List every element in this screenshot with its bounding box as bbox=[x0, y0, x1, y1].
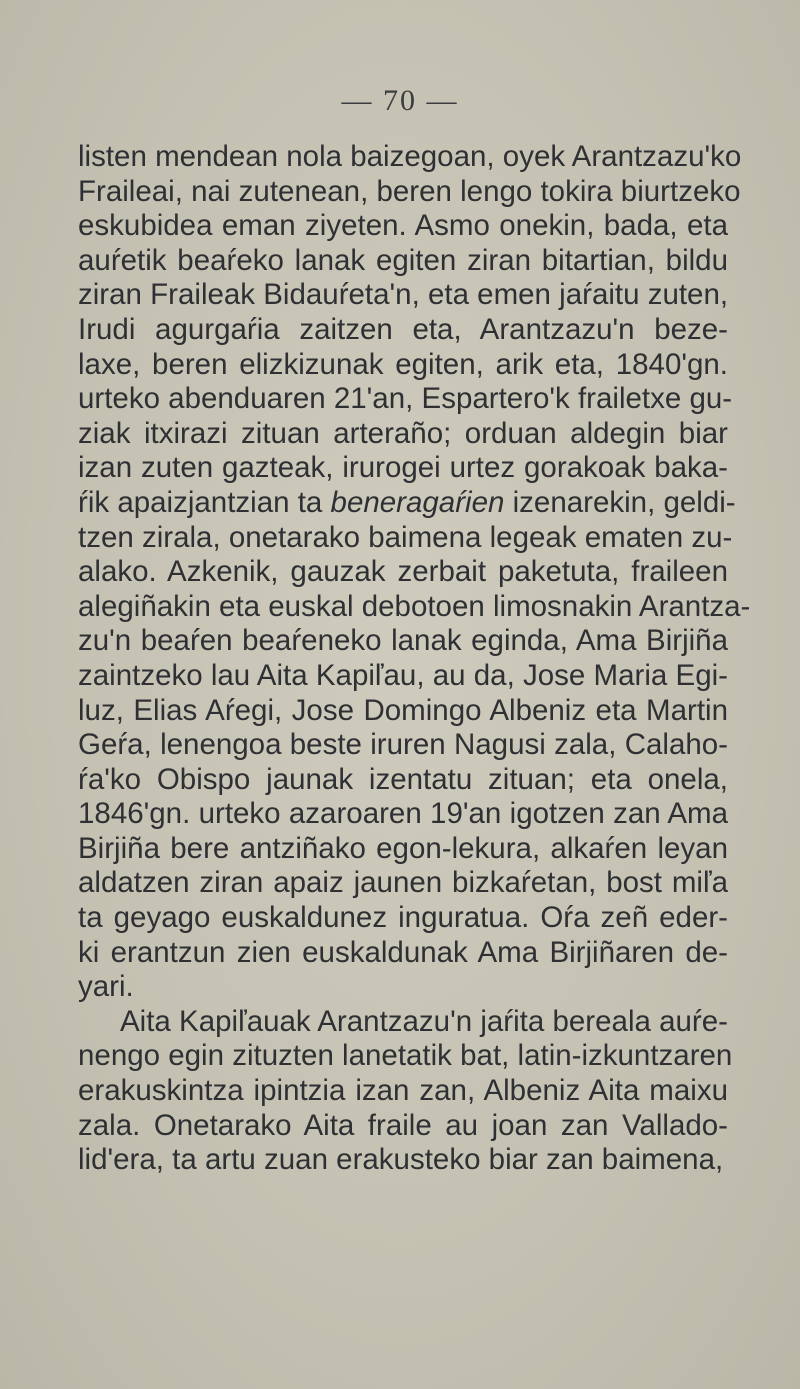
text-line: listen mendean nola baizegoan, oyek Arantzazu'ko bbox=[78, 140, 742, 173]
text-line: Fraileai, nai zutenean, beren lengo tokira biurtzeko bbox=[78, 174, 741, 208]
text-line: ŕa'ko Obispo jaunak izentatu zituan; eta onela, bbox=[78, 762, 728, 796]
page-number: — 70 — bbox=[341, 84, 459, 117]
text-line: eskubidea eman ziyeten. Asmo onekin, bada, eta bbox=[78, 209, 728, 243]
text-line: ta geyago euskaldunez inguratua. Oŕa zeñ eder- bbox=[78, 901, 728, 935]
text-line: alako. Azkenik, gauzak zerbait paketuta, fraileen bbox=[78, 555, 728, 589]
text-line: lid'era, ta artu zuan erakusteko biar zan baimena, bbox=[78, 1143, 724, 1177]
text-line: ki erantzun zien euskaldunak Ama Birjiñaren de- bbox=[78, 935, 728, 969]
text-line: 1846'gn. urteko azaroaren 19'an igotzen zan Ama bbox=[78, 797, 728, 831]
text-line: ziak itxirazi zituan arteraño; orduan aldegin biar bbox=[78, 416, 728, 450]
text-line: urteko abenduaren 21'an, Espartero'k frailetxe gu- bbox=[78, 382, 733, 416]
text-line: izan zuten gazteak, irurogei urtez gorakoak baka- bbox=[78, 451, 728, 485]
text-line: yari. bbox=[78, 970, 134, 1004]
text-line: nengo egin zituzten lanetatik bat, latin-izkuntzaren bbox=[78, 1039, 733, 1073]
paragraph bbox=[78, 1004, 733, 1178]
body-text bbox=[78, 140, 751, 1178]
text-line: auŕetik beaŕeko lanak egiten ziran bitartian, bildu bbox=[78, 243, 728, 277]
text-line: laxe, beren elizkizunak egiten, arik eta, 1840'gn. bbox=[78, 347, 728, 381]
text-line: erakuskintza ipintzia izan zan, Albeniz Aita maixu bbox=[78, 1074, 728, 1108]
text-line: zu'n beaŕen beaŕeneko lanak eginda, Ama Birjiña bbox=[78, 624, 728, 658]
text-line: ŕik apaizjantzian ta beneragaŕien izenarekin, geldi- bbox=[78, 485, 736, 519]
text-line: Irudi agurgaŕia zaitzen eta, Arantzazu'n beze- bbox=[78, 312, 728, 346]
text-line: tzen zirala, onetarako baimena legeak ematen zu- bbox=[78, 520, 733, 554]
text-line: Geŕa, lenengoa beste iruren Nagusi zala, Calaho- bbox=[78, 728, 728, 762]
text-line: zala. Onetarako Aita fraile au joan zan Vallado- bbox=[78, 1108, 728, 1142]
text-line: alegiñakin eta euskal debotoen limosnakin Arantza- bbox=[78, 589, 751, 623]
text-line: Aita Kapiľauak Arantzazu'n jaŕita bereala auŕe- bbox=[120, 1004, 728, 1038]
text-line: Birjiña bere antziñako egon-lekura, alkaŕen leyan bbox=[78, 831, 728, 865]
text-line: aldatzen ziran apaiz jaunen bizkaŕetan, bost miľa bbox=[78, 866, 728, 900]
italic-term: beneragaŕien bbox=[330, 485, 505, 519]
text-line: zaintzeko lau Aita Kapiľau, au da, Jose Maria Egi- bbox=[78, 658, 728, 692]
paragraph bbox=[78, 140, 751, 1005]
text-line: luz, Elias Aŕegi, Jose Domingo Albeniz eta Martin bbox=[78, 693, 728, 727]
text-line: ziran Fraileak Bidauŕeta'n, eta emen jaŕaitu zuten, bbox=[78, 278, 729, 312]
